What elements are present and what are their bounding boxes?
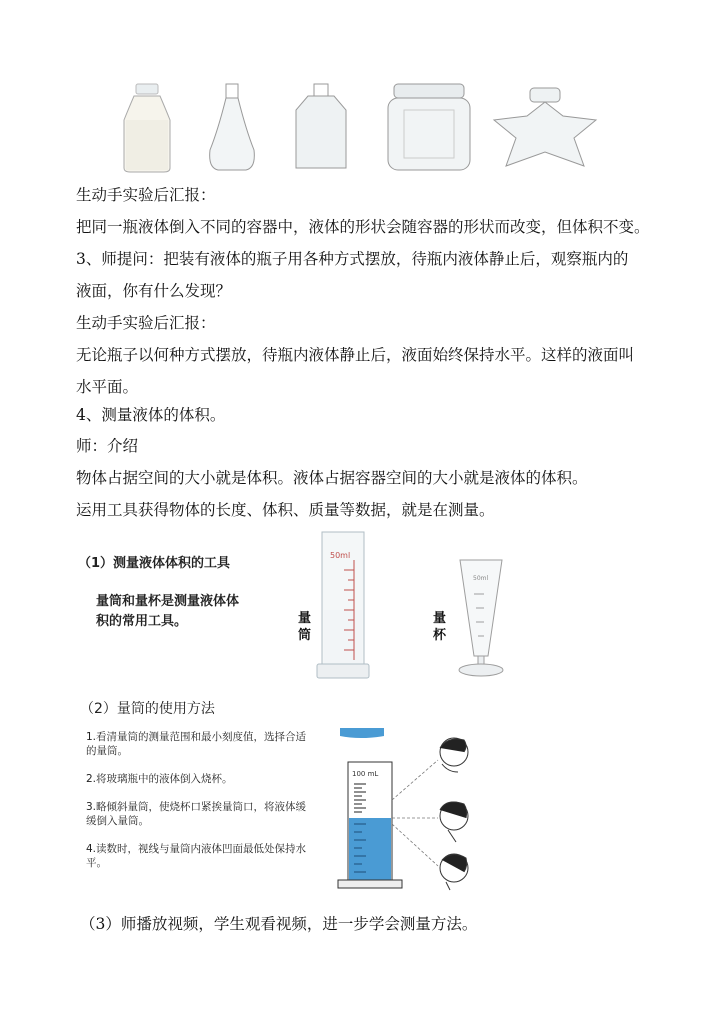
paragraph: 无论瓶子以何种方式摆放，待瓶内液体静止后，液面始终保持水平。这样的液面叫 [76,346,635,364]
measuring-cylinder-icon [316,530,370,682]
paragraph: 水平面。 [76,378,139,396]
square-bottle-icon [296,84,346,168]
paragraph: 生动手实验后汇报： [76,314,216,332]
figure-heading: （2）量筒的使用方法 [80,701,215,717]
flask-bottle-icon [210,84,255,170]
usage-steps [86,730,316,884]
jar-icon [388,84,470,170]
closing-paragraph: （3）师播放视频，学生观看视频，进一步学会测量方法。 [80,915,478,933]
usage-step: 1.看清量筒的测量范围和最小刻度值，选择合适的量筒。 [86,731,307,757]
measuring-cup-icon [456,556,506,680]
cylinder-label: 量筒 [298,611,312,643]
cylinder-mark: 100 mL [352,770,379,778]
paragraph: 液面，你有什么发现？ [76,282,232,300]
paragraph: 把同一瓶液体倒入不同的容器中，液体的形状会随容器的形状而改变，但体积不变。 [76,218,650,236]
usage-step: 4.读数时，视线与量筒内液体凹面最低处保持水平。 [86,843,307,869]
paragraph: 运用工具获得物体的长度、体积、质量等数据，就是在测量。 [76,501,495,519]
paragraph: 生动手实验后汇报： [76,186,216,204]
reading-diagram [330,728,494,892]
usage-step: 3.略倾斜量筒，使烧杯口紧挨量筒口，将液体缓缓倒入量筒。 [86,801,307,827]
head-icon [440,738,468,772]
head-icon [440,854,468,890]
milk-bottle-icon [124,84,170,172]
figure-heading: （1）测量液体体积的工具 [78,556,231,571]
cup-label: 量杯 [433,611,447,643]
bottles-image [118,80,608,176]
cylinder-mark: 50ml [330,551,351,560]
figure-description: 量筒和量杯是测量液体体积的常用工具。 [96,594,240,629]
head-icon [440,802,468,842]
graduated-cylinder-icon [338,762,402,888]
section-heading: 4、测量液体的体积。 [76,406,226,424]
paragraph: 3、师提问：把装有液体的瓶子用各种方式摆放，待瓶内液体静止后，观察瓶内的 [76,250,629,268]
cup-mark: 50ml [473,575,489,582]
usage-step: 2.将玻璃瓶中的液体倒入烧杯。 [86,773,233,785]
paragraph: 师：介绍 [76,437,139,455]
paragraph: 物体占据空间的大小就是体积。液体占据容器空间的大小就是液体的体积。 [76,469,588,487]
water-icon [340,728,384,738]
star-bottle-icon [494,88,596,166]
